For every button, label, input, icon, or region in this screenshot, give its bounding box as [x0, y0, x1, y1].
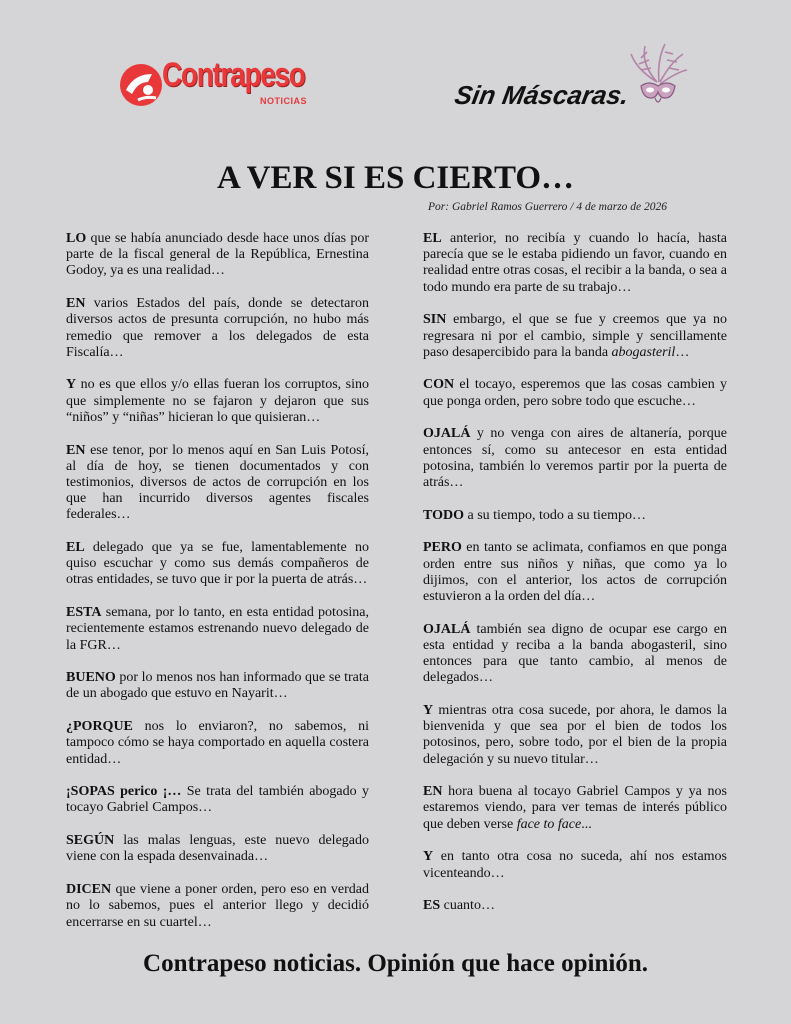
- footer-slogan: Contrapeso noticias. Opinión que hace opinión.: [143, 950, 648, 977]
- article-byline: Por: Gabriel Ramos Guerrero / 4 de marzo de 2026: [428, 201, 668, 213]
- paragraph: ¡SOPAS perico ¡… Se trata del también abogado y tocayo Gabriel Campos…: [66, 784, 369, 816]
- article-column-right: [423, 231, 727, 931]
- paragraph: TODO a su tiempo, todo a su tiempo…: [423, 507, 646, 523]
- article-column-left: [66, 231, 369, 947]
- paragraph: EL anterior, no recibía y cuando lo hacía, hasta parecía que se le estaba pidiendo un favor, cuando en realidad entre otras cosas, el recibir a la banda, o sea a todo mundo era parte de su trabajo…: [423, 231, 727, 295]
- contrapeso-brand-subtext: NOTICIAS: [260, 96, 308, 106]
- paragraph: EN ese tenor, por lo menos aquí en San Luis Potosí, al día de hoy, se tienen documentados y con testimonios, diversos de actos de corrupción en los que han incurrido diversos agentes fiscales federales…: [66, 442, 369, 523]
- paragraph: LO que se había anunciado desde hace unos días por parte de la fiscal general de la República, Ernestina Godoy, ya es una realidad…: [66, 231, 369, 279]
- paragraph: Y en tanto otra cosa no suceda, ahí nos estamos vicenteando…: [423, 849, 727, 881]
- paragraph: ¿PORQUE nos lo enviaron?, no sabemos, ni tampoco cómo se haya comportado en aquella costera entidad…: [66, 719, 369, 767]
- paragraph: EN varios Estados del país, donde se detectaron diversos actos de presunta corrupción, no hubo más remedio que remover a los delegados de esta Fiscalía…: [66, 296, 369, 360]
- paragraph: EN hora buena al tocayo Gabriel Campos y ya nos estaremos viendo, para ver temas de interés público que deben verse face to face...: [423, 784, 727, 832]
- contrapeso-logo: [118, 58, 318, 114]
- paragraph: OJALÁ y no venga con aires de altanería, porque entonces sí, como su antecesor en esta entidad potosina, también lo veremos partir por la puerta de atrás…: [423, 426, 727, 490]
- paragraph: DICEN que viene a poner orden, pero eso en verdad no lo sabemos, pues el anterior llego y decidió encerrarse en su cuartel…: [66, 882, 369, 930]
- paragraph: EL delegado que ya se fue, lamentablemente no quiso escuchar y como sus demás compañeros de otras entidades, se tuvo que ir por la puerta de atrás…: [66, 540, 369, 588]
- paragraph: CON el tocayo, esperemos que las cosas cambien y que ponga orden, pero sobre todo que escuche…: [423, 377, 727, 409]
- paragraph: ES cuanto…: [423, 898, 495, 914]
- sin-mascaras-logo: [452, 42, 695, 112]
- article-title: A VER SI ES CIERTO…: [216, 160, 575, 196]
- paragraph: Y no es que ellos y/o ellas fueran los corruptos, sino que simplemente no se fajaron y dejaron que sus “niños” y “niñas” hicieran lo que quisieran…: [66, 377, 369, 425]
- sin-mascaras-title: Sin Máscaras.: [452, 80, 632, 110]
- paragraph: OJALÁ también sea digno de ocupar ese cargo en esta entidad y reciba a la banda abogasteril, sino entonces para que tanto cambio, al menos de delegados…: [423, 621, 727, 686]
- paragraph: SIN embargo, el que se fue y creemos que ya no regresara ni por el cambio, simple y sencillamente paso desapercibido para la banda abogasteril…: [423, 312, 727, 360]
- contrapeso-brand-text: Contrapeso: [162, 56, 305, 94]
- paragraph: ESTA semana, por lo tanto, en esta entidad potosina, recientemente estamos estrenando nuevo delegado de la FGR…: [66, 605, 369, 653]
- paragraph: PERO en tanto se aclimata, confiamos en que ponga orden entre sus niños y niñas, que como ya lo dijimos, con el anterior, los actos de corrupción estuvieron a la orden del día…: [423, 540, 727, 604]
- paragraph: BUENO por lo menos nos han informado que se trata de un abogado que estuvo en Nayarit…: [66, 670, 369, 702]
- paragraph: Y mientras otra cosa sucede, por ahora, le damos la bienvenida y que sea por el bien de todos los potosinos, pero, sobre todo, por el bien de la propia delegación y su nuevo titular…: [423, 702, 727, 767]
- paragraph: SEGÚN las malas lenguas, este nuevo delegado viene con la espada desenvainada…: [66, 833, 369, 865]
- contrapeso-emblem-icon: [118, 60, 164, 113]
- feather-mask-icon: [627, 42, 689, 113]
